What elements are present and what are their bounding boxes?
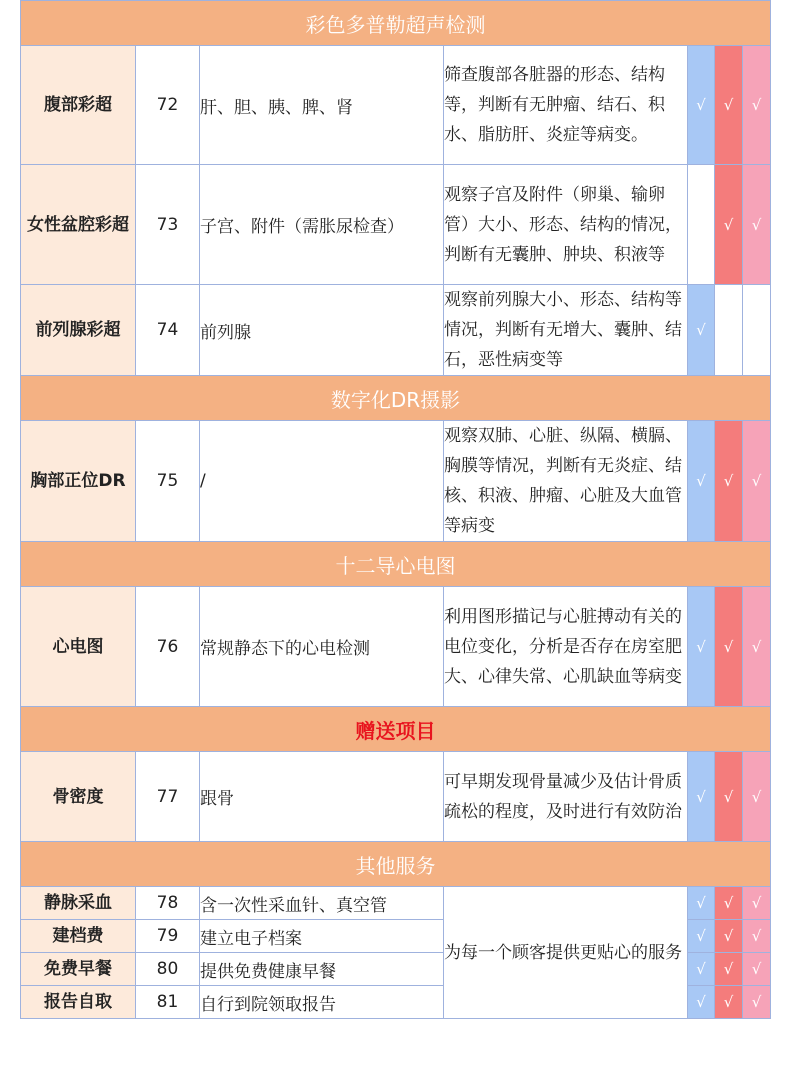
item-number: 79 bbox=[136, 920, 200, 953]
item-description: 观察双肺、心脏、纵隔、横膈、胸膜等情况，判断有无炎症、结核、积液、肿瘤、心脏及大血管等病变 bbox=[444, 421, 688, 542]
check-mark-col2: √ bbox=[715, 421, 743, 542]
table-row bbox=[21, 165, 771, 285]
item-name: 女性盆腔彩超 bbox=[21, 165, 136, 285]
check-mark-col2: √ bbox=[715, 165, 743, 285]
item-content: / bbox=[200, 421, 444, 542]
check-mark-col1: √ bbox=[688, 920, 715, 953]
check-mark-col2: √ bbox=[715, 887, 743, 920]
item-number: 76 bbox=[136, 587, 200, 707]
table-row bbox=[21, 46, 771, 165]
item-description: 筛查腹部各脏器的形态、结构等，判断有无肿瘤、结石、积水、脂肪肝、炎症等病变。 bbox=[444, 46, 688, 165]
check-mark-col1: √ bbox=[688, 587, 715, 707]
item-content: 前列腺 bbox=[200, 285, 444, 376]
table-row bbox=[21, 421, 771, 542]
check-mark-col3: √ bbox=[743, 752, 771, 842]
item-number: 81 bbox=[136, 986, 200, 1019]
check-mark-col2: √ bbox=[715, 752, 743, 842]
section-title-other: 其他服务 bbox=[21, 842, 771, 887]
other-services-description: 为每一个顾客提供更贴心的服务 bbox=[444, 887, 688, 1019]
check-mark-col3: √ bbox=[743, 920, 771, 953]
check-mark-col2: √ bbox=[715, 986, 743, 1019]
item-content: 建立电子档案 bbox=[200, 920, 444, 953]
section-header bbox=[21, 376, 771, 421]
section-title-gift: 赠送项目 bbox=[21, 707, 771, 752]
item-name: 心电图 bbox=[21, 587, 136, 707]
section-title-ultrasound: 彩色多普勒超声检测 bbox=[21, 1, 771, 46]
item-number: 77 bbox=[136, 752, 200, 842]
item-name: 腹部彩超 bbox=[21, 46, 136, 165]
item-number: 80 bbox=[136, 953, 200, 986]
table-row bbox=[21, 752, 771, 842]
item-description: 利用图形描记与心脏搏动有关的电位变化，分析是否存在房室肥大、心律失常、心肌缺血等病变 bbox=[444, 587, 688, 707]
check-mark-col1: √ bbox=[688, 752, 715, 842]
item-content: 自行到院领取报告 bbox=[200, 986, 444, 1019]
item-name: 前列腺彩超 bbox=[21, 285, 136, 376]
item-content: 子宫、附件（需胀尿检查） bbox=[200, 165, 444, 285]
check-mark-col3: √ bbox=[743, 46, 771, 165]
item-content: 跟骨 bbox=[200, 752, 444, 842]
check-empty-col2 bbox=[715, 285, 743, 376]
item-content: 提供免费健康早餐 bbox=[200, 953, 444, 986]
check-mark-col2: √ bbox=[715, 587, 743, 707]
check-mark-col2: √ bbox=[715, 953, 743, 986]
check-mark-col1: √ bbox=[688, 421, 715, 542]
item-number: 74 bbox=[136, 285, 200, 376]
check-mark-col3: √ bbox=[743, 953, 771, 986]
check-mark-col3: √ bbox=[743, 986, 771, 1019]
item-number: 78 bbox=[136, 887, 200, 920]
check-mark-col3: √ bbox=[743, 587, 771, 707]
item-number: 73 bbox=[136, 165, 200, 285]
table-row bbox=[21, 285, 771, 376]
section-title-ecg: 十二导心电图 bbox=[21, 542, 771, 587]
check-mark-col2: √ bbox=[715, 920, 743, 953]
check-empty-col3 bbox=[743, 285, 771, 376]
item-content: 常规静态下的心电检测 bbox=[200, 587, 444, 707]
item-description: 观察子宫及附件（卵巢、输卵管）大小、形态、结构的情况，判断有无囊肿、肿块、积液等 bbox=[444, 165, 688, 285]
check-mark-col3: √ bbox=[743, 165, 771, 285]
item-content: 肝、胆、胰、脾、肾 bbox=[200, 46, 444, 165]
check-mark-col3: √ bbox=[743, 887, 771, 920]
section-header bbox=[21, 542, 771, 587]
item-name: 免费早餐 bbox=[21, 953, 136, 986]
section-header bbox=[21, 842, 771, 887]
table-row bbox=[21, 887, 771, 920]
check-mark-col1: √ bbox=[688, 285, 715, 376]
check-mark-col1: √ bbox=[688, 46, 715, 165]
section-header bbox=[21, 707, 771, 752]
item-description: 观察前列腺大小、形态、结构等情况，判断有无增大、囊肿、结石，恶性病变等 bbox=[444, 285, 688, 376]
item-description: 可早期发现骨量减少及估计骨质疏松的程度，及时进行有效防治 bbox=[444, 752, 688, 842]
check-mark-col1: √ bbox=[688, 953, 715, 986]
item-name: 报告自取 bbox=[21, 986, 136, 1019]
section-title-dr: 数字化DR摄影 bbox=[21, 376, 771, 421]
item-content: 含一次性采血针、真空管 bbox=[200, 887, 444, 920]
item-name: 骨密度 bbox=[21, 752, 136, 842]
check-mark-col1: √ bbox=[688, 986, 715, 1019]
check-mark-col1: √ bbox=[688, 887, 715, 920]
item-name: 建档费 bbox=[21, 920, 136, 953]
exam-package-table bbox=[20, 0, 771, 1019]
item-name: 静脉采血 bbox=[21, 887, 136, 920]
check-mark-col2: √ bbox=[715, 46, 743, 165]
item-name: 胸部正位DR bbox=[21, 421, 136, 542]
item-number: 72 bbox=[136, 46, 200, 165]
section-header bbox=[21, 1, 771, 46]
item-number: 75 bbox=[136, 421, 200, 542]
check-mark-col3: √ bbox=[743, 421, 771, 542]
table-row bbox=[21, 587, 771, 707]
check-empty-col1 bbox=[688, 165, 715, 285]
